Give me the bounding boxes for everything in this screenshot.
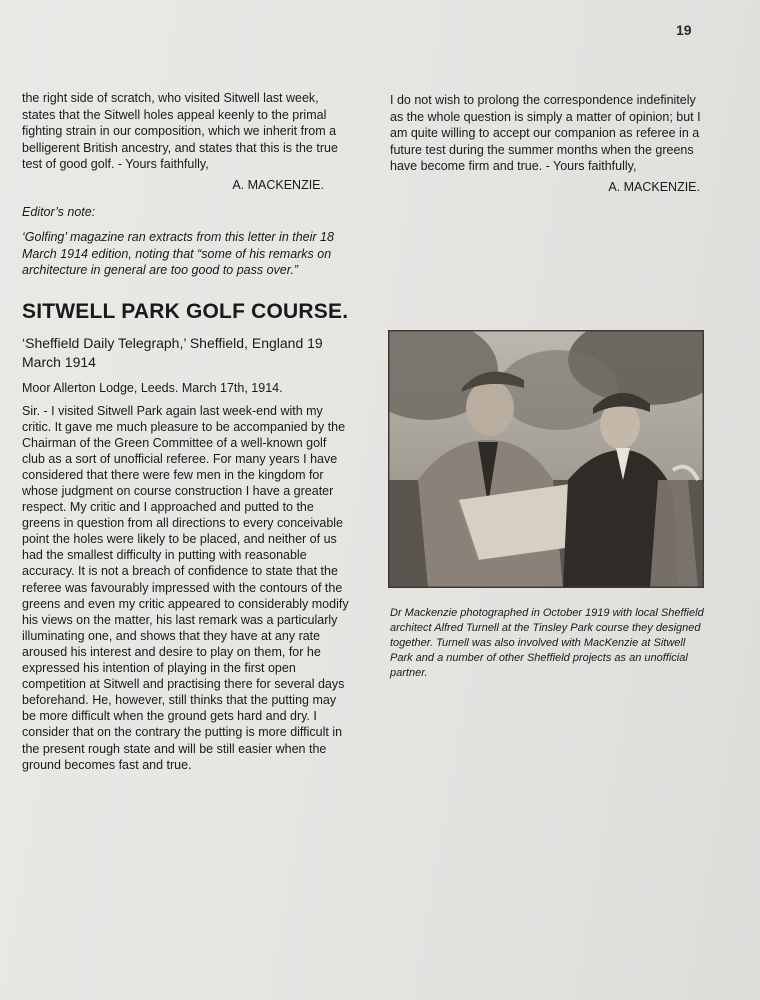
editor-note-label: Editor’s note: bbox=[22, 204, 96, 219]
signature: A. MACKENZIE. bbox=[232, 177, 324, 192]
right-column bbox=[390, 92, 710, 196]
article-heading: SITWELL PARK GOLF COURSE. bbox=[22, 299, 349, 323]
letter-text: I do not wish to prolong the correspondence indefinitely as the whole question is simply a matter of opinion; but I am quite willing to accept our companion as referee in a future test during the summer months when the greens have become firm and true. - Yours faithfully, bbox=[390, 93, 701, 174]
letter-ending: the right side of scratch, who visited Sitwell last week, states that the Sitwell holes appeal keenly to the primal fighting strain in our composition, which we inherit from a belligerent British ancestry, and states that this is the true test of good golf. - Yours faithfully, bbox=[22, 91, 338, 172]
photograph-illustration bbox=[388, 330, 704, 588]
page-number: 19 bbox=[676, 22, 692, 38]
signature-right: A. MACKENZIE. bbox=[608, 179, 700, 194]
article-source: ‘Sheffield Daily Telegraph,’ Sheffield, England 19 March 1914 bbox=[22, 334, 323, 370]
letter-address: Moor Allerton Lodge, Leeds. March 17th, 1914. bbox=[22, 380, 283, 395]
left-column bbox=[22, 90, 352, 773]
historical-photograph bbox=[388, 330, 704, 588]
photo-caption: Dr Mackenzie photographed in October 1919 with local Sheffield architect Alfred Turnell at the Tinsley Park course they designed together. Turnell was also involved with MacKenzie at Sitwell Park and a number of other Sheffield projects as an unofficial partner. bbox=[390, 607, 704, 679]
editor-note-text: ‘Golfing’ magazine ran extracts from this letter in their 18 March 1914 edition, noting that “some of his remarks on architecture in general are too good to pass over.” bbox=[22, 230, 334, 278]
letter-body: Sir. - I visited Sitwell Park again last week-end with my critic. It gave me much pleasure to be accompanied by the Chairman of the Green Committee of a well-known golf club as a sort of unofficial referee. For many years I have considered that there were few men in the kingdom for whose judgment on course construction I have a greater respect. My critic and I approached and putted to the greens in question from all directions to every conceivable point the holes were likely to be placed, and neither of us had the smallest difficulty in putting with reasonable accuracy. It is not a breach of confidence to state that the referee was favourably impressed with the contours of the greens and even my critic appeared to considerably modify his views on the matter, his last remark was a particularly illuminating one, and shows that they have at any rate aroused his interest and desire to play on them, for he expressed his intention of playing in the first open competition at Sitwell and practising there for several days beforehand. He, however, still thinks that the putting may be more difficult when the ground gets hard and dry. I consider that on the contrary the putting is more difficult in the present rough state and will be still easier when the ground becomes fast and true. bbox=[22, 403, 349, 772]
